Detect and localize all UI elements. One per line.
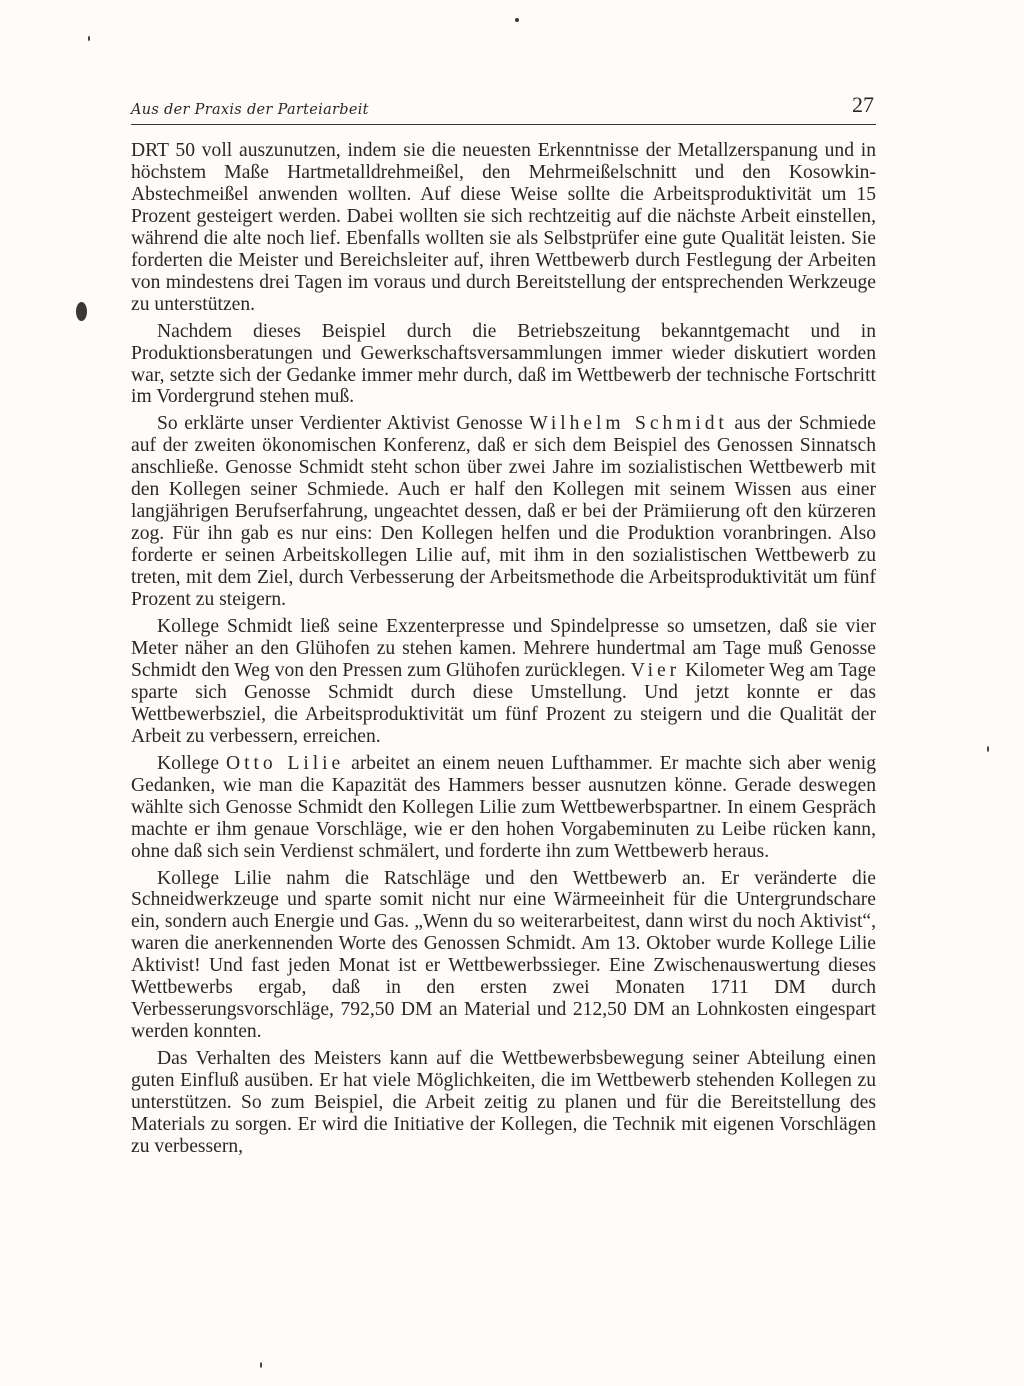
paragraph-text: DRT 50 voll auszunutzen, indem sie die neuesten Erkenntnisse der Metallzerspanung und in höchstem Maße Hartmetalldrehmeißel, den Mehrmeißelschnitt und den Kosowkin-Abstechmeißel anwenden wollten. Auf diese Weise sollte die Arbeitsproduktivität um 15 Prozent gesteigert werden. Dabei wollten sie sich rechtzeitig auf die nächste Arbeit einstellen, während die alte noch lief. Ebenfalls wollten sie als Selbstprüfer eine gute Qualität leisten. Sie forderten die Meister und Bereichsleiter auf, ihren Wettbewerb durch Festlegung der Arbeiten von mindestens drei Tagen im voraus und durch Bereitstellung der entsprechenden Werkzeuge zu unterstützen. (131, 140, 876, 315)
paragraph-4 (131, 616, 876, 748)
paragraph-text: Das Verhalten des Meisters kann auf die Wettbewerbsbewegung seiner Abteilung einen guten Einfluß ausüben. Er hat viele Möglichkeiten, die im Wettbewerb stehenden Kollegen zu unterstützen. So zum Beispiel, die Arbeit zeitig zu planen und für die Bereitstellung des Materials zu sorgen. Er wird die Initiative der Kollegen, die Technik mit eigenen Vorschlägen zu verbessern, (131, 1048, 876, 1157)
paragraph-text: Kollege Schmidt ließ seine Exzenterpresse und Spindelpresse so umsetzen, daß sie vier Meter näher an den Glühofen zu stehen kamen. Mehrere hundertmal am Tage muß Genosse Schmidt den Weg von den Pressen zum Glühofen zurücklegen. (131, 616, 876, 681)
emphasized-name: Otto Lilie (226, 752, 345, 774)
paragraph-1 (131, 140, 876, 316)
paragraph-7 (131, 1048, 876, 1158)
paragraph-3 (131, 413, 876, 611)
speck (987, 746, 989, 752)
paragraph-text: Nachdem dieses Beispiel durch die Betriebszeitung bekanntgemacht und in Produktionsberatungen und Gewerkschaftsversammlungen immer wieder diskutiert worden war, setzte sich der Gedanke immer mehr durch, daß im Wettbewerb der technische Fortschritt im Vordergrund stehen muß. (131, 320, 876, 408)
page-number: 27 (852, 92, 874, 117)
speck (260, 1362, 262, 1368)
emphasized-word: Vier (630, 659, 681, 681)
paragraph-text: Kilometer Weg am Tage sparte sich Genosse Schmidt durch diese Umstellung. Und jetzt konnte er das Wettbewerbsziel, die Arbeitsproduktivität um fünf Prozent zu steigern und die Qualität der Arbeit zu verbessern, erreichen. (131, 659, 876, 747)
paragraph-text: arbeitet an einem neuen Lufthammer. Er machte sich aber wenig Gedanken, wie man die Kapazität des Hammers besser ausnutzen könne. Gerade deswegen wählte sich Genosse Schmidt den Kollegen Lilie zum Wettbewerbspartner. In einem Gespräch machte er ihm genaue Vorschläge, wie er den hohen Vorgabeminuten zu Leibe rücken kann, ohne daß sich sein Verdienst schmälert, und forderte ihn zum Wettbewerb heraus. (131, 752, 876, 862)
running-title: Aus der Praxis der Parteiarbeit (131, 102, 369, 118)
paragraph-5 (131, 753, 876, 863)
paragraph-2 (131, 321, 876, 409)
paragraph-text: So erklärte unser Verdienter Aktivist Genosse (157, 413, 530, 435)
ink-blot (76, 302, 87, 321)
paragraph-text: aus der Schmiede auf der zweiten ökonomischen Konferenz, daß er sich dem Beispiel des Genossen Sinnatsch anschließe. Genosse Schmidt steht schon über zwei Jahre im sozialistischen Wettbewerb mit den Kollegen seiner Schmiede. Auch er half den Kollegen mit seinem Wissen aus einer langjährigen Berufserfahrung, ungeachtet dessen, daß er bei der Prämiierung oft den kürzeren zog. Für ihn gab es nur eins: Den Kollegen helfen und die Produktion voranbringen. Also forderte er seinen Arbeitskollegen Lilie auf, mit ihm in den sozialistischen Wettbewerb zu treten, mit dem Ziel, durch Verbesserung der Arbeitsmethode die Arbeitsproduktivität um fünf Prozent zu steigern. (131, 413, 876, 611)
speck (515, 18, 519, 22)
paragraph-6 (131, 868, 876, 1044)
body-text (131, 140, 876, 1163)
running-header (131, 90, 876, 125)
paragraph-text: Kollege Lilie nahm die Ratschläge und den Wettbewerb an. Er veränderte die Schneidwerkzeuge und sparte somit nicht nur eine Wärmeeinheit für die Untergrundschare ein, sondern auch Energie und Gas. „Wenn du so weiterarbeitest, dann wirst du noch Aktivist“, waren die anerkennenden Worte des Genossen Schmidt. Am 13. Oktober wurde Kollege Lilie Aktivist! Und fast jeden Monat ist er Wettbewerbssieger. Eine Zwischenauswertung dieses Wettbewerbs ergab, daß in den ersten zwei Monaten 1711 DM durch Verbesserungsvorschläge, 792,50 DM an Material und 212,50 DM an Lohnkosten eingespart werden konnten. (131, 867, 876, 1043)
emphasized-name: Wilhelm Schmidt (529, 413, 728, 435)
paragraph-text: Kollege (157, 752, 227, 774)
speck (88, 36, 90, 41)
